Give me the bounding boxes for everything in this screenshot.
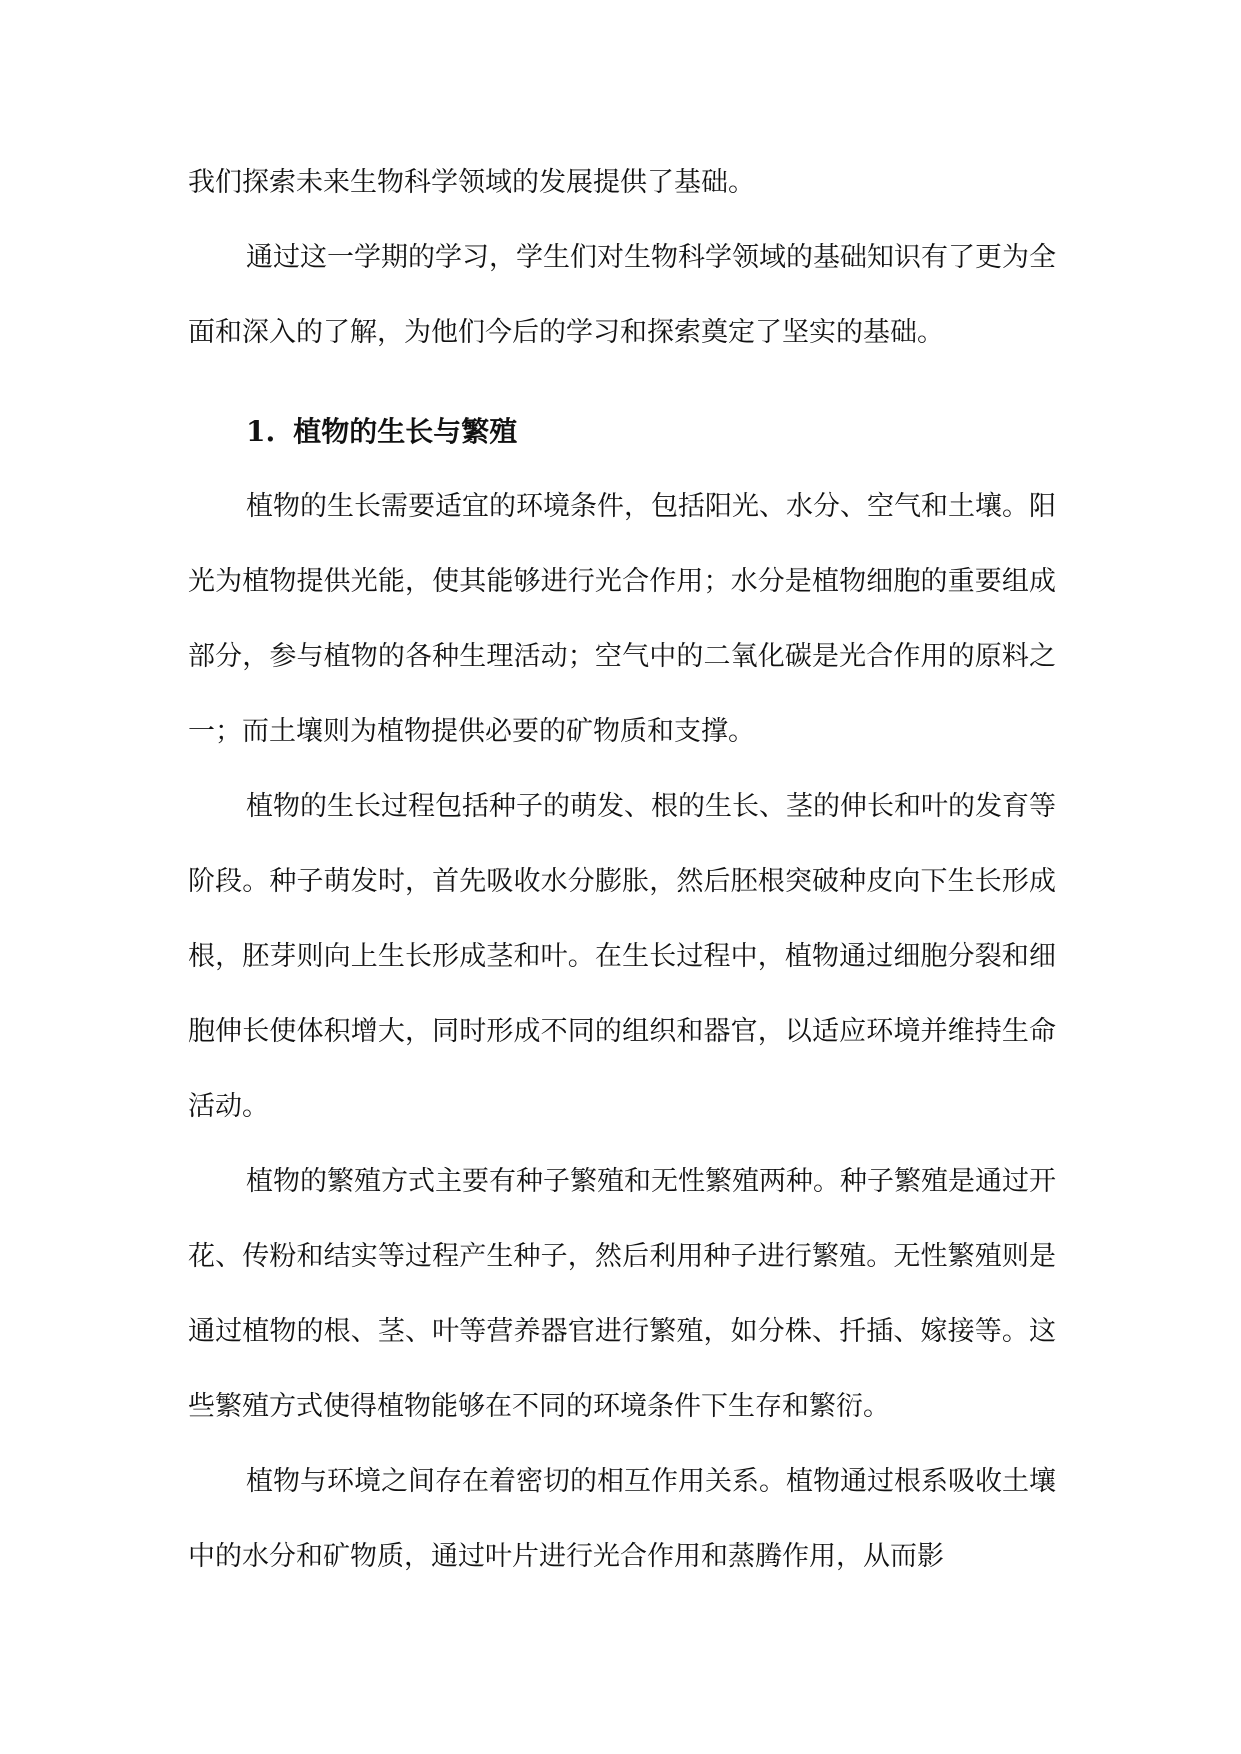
paragraph-reproduction: 植物的繁殖方式主要有种子繁殖和无性繁殖两种。种子繁殖是通过开花、传粉和结实等过程产生种子，然后利用种子进行繁殖。无性繁殖则是通过植物的根、茎、叶等营养器官进行繁殖，如分株、扦插、嫁接等。这些繁殖方式使得植物能够在不同的环境条件下生存和繁衍。 [188, 1166, 1056, 1422]
section-title: 植物的生长与繁殖 [293, 415, 518, 448]
section-number: 1. [246, 415, 276, 448]
paragraph-continuation: 我们探索未来生物科学领域的发展提供了基础。 [188, 167, 755, 198]
section-heading [246, 394, 1056, 469]
document-body [188, 145, 1056, 1594]
paragraph-growth-process: 植物的生长过程包括种子的萌发、根的生长、茎的伸长和叶的发育等阶段。种子萌发时，首先吸收水分膨胀，然后胚根突破种皮向下生长形成根，胚芽则向上生长形成茎和叶。在生长过程中，植物通过细胞分裂和细胞伸长使体积增大，同时形成不同的组织和器官，以适应环境并维持生命活动。 [188, 791, 1056, 1122]
paragraph-growth-conditions: 植物的生长需要适宜的环境条件，包括阳光、水分、空气和土壤。阳光为植物提供光能，使其能够进行光合作用；水分是植物细胞的重要组成部分，参与植物的各种生理活动；空气中的二氧化碳是光合作用的原料之一；而土壤则为植物提供必要的矿物质和支撑。 [188, 491, 1056, 747]
paragraph-summary: 通过这一学期的学习，学生们对生物科学领域的基础知识有了更为全面和深入的了解，为他们今后的学习和探索奠定了坚实的基础。 [188, 242, 1056, 348]
paragraph-environment: 植物与环境之间存在着密切的相互作用关系。植物通过根系吸收土壤中的水分和矿物质，通过叶片进行光合作用和蒸腾作用，从而影 [188, 1466, 1056, 1572]
